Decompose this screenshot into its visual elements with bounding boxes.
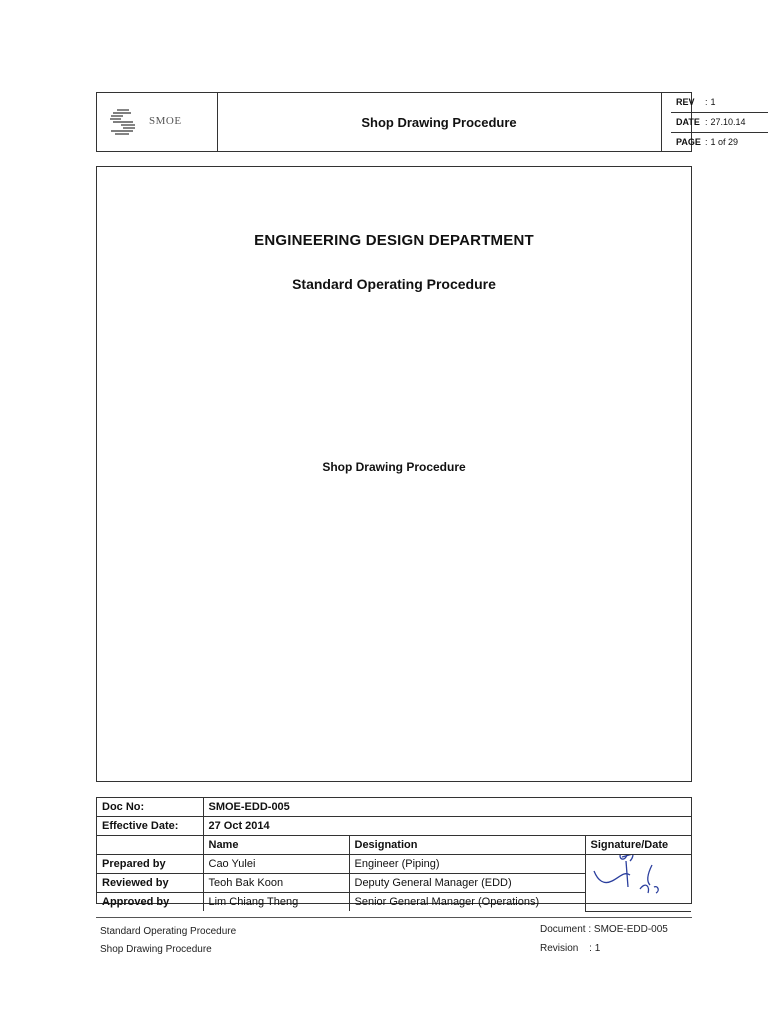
logo-text: SMOE — [149, 115, 182, 127]
header-title: Shop Drawing Procedure — [217, 93, 662, 151]
procedure-title: Shop Drawing Procedure — [322, 460, 466, 474]
meta-key: DATE — [676, 117, 700, 127]
cover-box — [96, 166, 692, 782]
doc-no-value: SMOE-EDD-005 — [203, 798, 691, 817]
col-designation: Designation — [349, 836, 585, 855]
table-row — [97, 798, 691, 817]
meta-date: DATE : 27.10.14 — [671, 113, 768, 133]
meta-value: 1 — [710, 97, 716, 107]
role-label: Prepared by — [97, 855, 203, 874]
person-name: Lim Chiang Theng — [203, 893, 349, 912]
col-signature: Signature/Date — [585, 836, 691, 855]
person-designation: Senior General Manager (Operations) — [349, 893, 585, 912]
meta-page: PAGE : 1 of 29 — [671, 133, 768, 152]
signature-cell — [585, 855, 691, 912]
table-row — [97, 817, 691, 836]
role-label: Approved by — [97, 893, 203, 912]
footer-document-label: Document : — [540, 924, 592, 935]
document-header — [96, 92, 746, 152]
handwritten-signatures — [590, 855, 686, 898]
footer-document-value: SMOE-EDD-005 — [593, 924, 668, 935]
person-name: Teoh Bak Koon — [203, 874, 349, 893]
table-header-row — [97, 836, 691, 855]
effective-date-value: 27 Oct 2014 — [203, 817, 691, 836]
meta-key: REV — [676, 97, 695, 107]
logo-cell — [97, 93, 218, 151]
footer-doc-title: Shop Drawing Procedure — [100, 944, 212, 955]
footer-revision — [540, 943, 600, 954]
role-label: Reviewed by — [97, 874, 203, 893]
footer-doc-type: Standard Operating Procedure — [100, 926, 237, 937]
effective-date-label: Effective Date: — [97, 817, 203, 836]
table-row — [97, 855, 691, 874]
footer-revision-label: Revision — [540, 943, 579, 954]
meta-value: 27.10.14 — [710, 117, 746, 127]
person-designation: Deputy General Manager (EDD) — [349, 874, 585, 893]
col-name: Name — [203, 836, 349, 855]
footer-rule — [96, 917, 692, 918]
approval-table — [96, 797, 692, 908]
department-heading: ENGINEERING DESIGN DEPARTMENT — [254, 232, 534, 249]
footer-revision-value: : 1 — [589, 943, 601, 954]
footer-document — [540, 924, 668, 935]
header-meta — [671, 93, 768, 152]
person-designation: Engineer (Piping) — [349, 855, 585, 874]
person-name: Cao Yulei — [203, 855, 349, 874]
meta-rev: REV : 1 — [671, 93, 768, 113]
doc-type-heading: Standard Operating Procedure — [292, 276, 496, 292]
smoe-logo-icon — [107, 107, 141, 137]
doc-no-label: Doc No: — [97, 798, 203, 817]
meta-value: 1 of 29 — [710, 137, 739, 147]
meta-key: PAGE — [676, 137, 701, 147]
